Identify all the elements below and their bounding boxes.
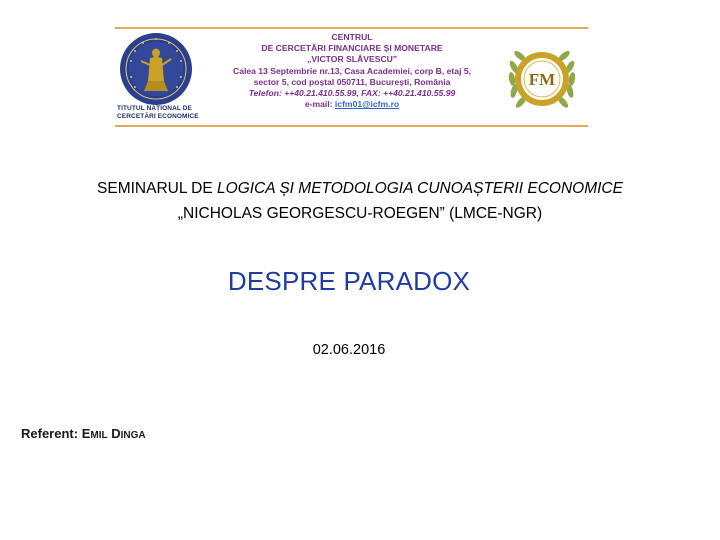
center-name-line3: „VICTOR SLĂVESCU"	[307, 54, 397, 65]
seminar-title	[0, 176, 720, 226]
center-address-block	[211, 32, 493, 110]
phone-fax-line: Telefon: ++40.21.410.55.99, FAX: ++40.21.410.55.99	[248, 88, 456, 99]
address-line2: sector 5, cod poștal 050711, București, România	[253, 76, 451, 87]
seminar-title-line2	[0, 201, 720, 226]
referent-label: Referent:	[21, 426, 82, 441]
center-name-line1: CENTRUL	[331, 32, 373, 42]
cfm-logo-icon	[502, 39, 582, 119]
page-title: DESPRE PARADOX	[227, 266, 471, 296]
presentation-date: 02.06.2016	[312, 342, 386, 358]
address-line1: Calea 13 Septembrie nr.13, Casa Academiei, corp B, etaj 5,	[232, 65, 472, 76]
institute-caption-line2: CERCETĂRI ECONOMICE	[117, 113, 199, 120]
referent-last-rest: INGA	[120, 430, 146, 441]
center-name-line2: DE CERCETĂRI FINANCIARE ȘI MONETARE	[261, 43, 443, 54]
seminar-title-line1	[0, 176, 720, 201]
email-label: e-mail:	[304, 99, 335, 110]
letterhead-banner	[115, 27, 588, 127]
cfm-logo-letters: FM	[528, 70, 556, 89]
seminar-subject: LOGICA ȘI METODOLOGIA CUNOAȘTERII ECONOMICE	[217, 180, 623, 197]
referent-line	[21, 424, 146, 446]
institute-caption-line1: TITUTUL NAȚIONAL DE	[117, 105, 192, 112]
referent-last-initial: D	[111, 426, 121, 441]
institute-seal-icon	[117, 31, 195, 107]
email-link[interactable]: icfm01@icfm.ro	[334, 99, 400, 110]
seminar-prefix: SEMINARUL DE	[97, 180, 218, 197]
seminar-name: „NICHOLAS GEORGESCU-ROEGEN” (LMCE-NGR)	[177, 205, 543, 222]
referent-first-initial: E	[81, 426, 91, 441]
referent-first-rest: MIL	[90, 430, 108, 441]
email-line	[211, 99, 493, 110]
